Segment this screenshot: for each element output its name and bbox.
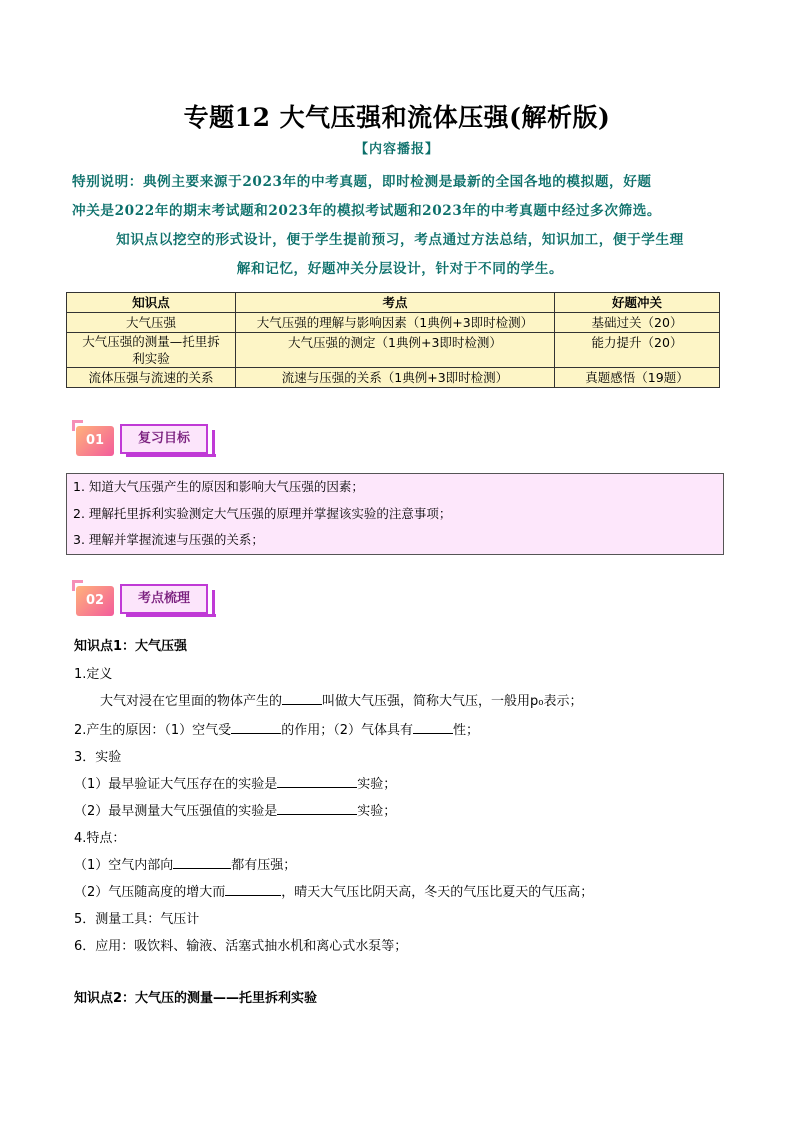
- intro-line: 特别说明：典例主要来源于2023年的中考真题，即时检测是最新的全国各地的模拟题，好题: [72, 174, 652, 190]
- table-header: 考点: [236, 293, 555, 313]
- table-cell: 真题感悟（19题）: [555, 368, 720, 388]
- table-header: 知识点: [67, 293, 236, 313]
- goal-item: 1. 知道大气压强产生的原因和影响大气压强的因素；: [73, 479, 364, 494]
- content-subtitle: 【内容播报】: [354, 142, 439, 157]
- text: （2）最早测量大气压强值的实验是: [74, 804, 278, 819]
- feature-title: 4.特点：: [74, 831, 126, 846]
- side-decoration: [212, 430, 215, 457]
- text: 都有压强；: [231, 858, 297, 873]
- text: 大气对浸在它里面的物体产生的: [100, 694, 283, 709]
- text: （1）最早验证大气压存在的实验是: [74, 777, 278, 792]
- fill-blank[interactable]: [277, 801, 357, 815]
- table-cell: 大气压强: [67, 313, 236, 333]
- text: 叫做大气压强，简称大气压，一般用p₀表示；: [322, 694, 583, 709]
- text: 实验；: [357, 804, 397, 819]
- table-cell: 大气压强的测量—托里拆利实验: [67, 333, 236, 368]
- text: 2.产生的原因：（1）空气受: [74, 723, 232, 738]
- experiment-line: [74, 773, 734, 792]
- goal-item: 3. 理解并掌握流速与压强的关系；: [73, 532, 264, 547]
- page-title: 专题12 大气压强和流体压强(解析版): [183, 103, 611, 132]
- text: 性；: [452, 723, 479, 738]
- intro-line: 冲关是2022年的期末考试题和2023年的模拟考试题和2023年的中考真题中经过多次筛选。: [72, 203, 662, 219]
- table-header: 好题冲关: [555, 293, 720, 313]
- fill-blank[interactable]: [231, 720, 281, 734]
- text: 实验；: [357, 777, 397, 792]
- section-number: 02: [76, 586, 114, 616]
- text: 的作用；（2）气体具有: [281, 723, 413, 738]
- fill-blank[interactable]: [282, 691, 322, 705]
- text: （2）气压随高度的增大而: [74, 885, 226, 900]
- section-label: 复习目标: [120, 424, 208, 454]
- underline-decoration: [126, 614, 216, 617]
- fill-blank[interactable]: [413, 720, 453, 734]
- experiment-line: [74, 800, 734, 819]
- tool-line: 5．测量工具：气压计: [74, 912, 200, 927]
- section-header-review-goals: [72, 420, 222, 466]
- review-goals-box: [66, 473, 724, 555]
- section-number: 01: [76, 426, 114, 456]
- table-header-row: [67, 293, 720, 313]
- table-cell: 基础过关（20）: [555, 313, 720, 333]
- intro-note: [72, 168, 728, 284]
- section-label: 考点梳理: [120, 584, 208, 614]
- side-decoration: [212, 590, 215, 617]
- intro-line: 解和记忆，好题冲关分层设计，针对于不同的学生。: [236, 261, 564, 277]
- cause-line: [74, 719, 734, 738]
- intro-line: 知识点以挖空的形式设计，便于学生提前预习，考点通过方法总结，知识加工，便于学生理: [116, 232, 684, 248]
- definition-title: 1.定义: [74, 667, 113, 682]
- knowledge-point-heading: 知识点1：大气压强: [74, 639, 188, 654]
- feature-line: [74, 881, 734, 900]
- table-cell: 流速与压强的关系（1典例+3即时检测）: [236, 368, 555, 388]
- knowledge-point-heading: 知识点2：大气压的测量——托里拆利实验: [74, 991, 318, 1006]
- definition-line: [100, 690, 740, 709]
- table-row: [67, 333, 720, 368]
- table-cell: 大气压强的测定（1典例+3即时检测）: [236, 333, 555, 368]
- text: ，晴天大气压比阴天高，冬天的气压比夏天的气压高；: [281, 885, 594, 900]
- table-cell: 大气压强的理解与影响因素（1典例+3即时检测）: [236, 313, 555, 333]
- table-cell: 能力提升（20）: [555, 333, 720, 368]
- goal-item: 2. 理解托里拆利实验测定大气压强的原理并掌握该实验的注意事项；: [73, 506, 452, 521]
- fill-blank[interactable]: [225, 882, 281, 896]
- section-header-key-points: [72, 580, 222, 626]
- feature-line: [74, 854, 734, 873]
- experiment-title: 3．实验: [74, 750, 122, 765]
- table-cell: 流体压强与流速的关系: [67, 368, 236, 388]
- table-row: [67, 313, 720, 333]
- underline-decoration: [126, 454, 216, 457]
- application-line: 6．应用：吸饮料、输液、活塞式抽水机和离心式水泵等；: [74, 939, 408, 954]
- fill-blank[interactable]: [277, 774, 357, 788]
- table-row: [67, 368, 720, 388]
- summary-table: [66, 292, 720, 388]
- fill-blank[interactable]: [173, 855, 231, 869]
- text: （1）空气内部向: [74, 858, 174, 873]
